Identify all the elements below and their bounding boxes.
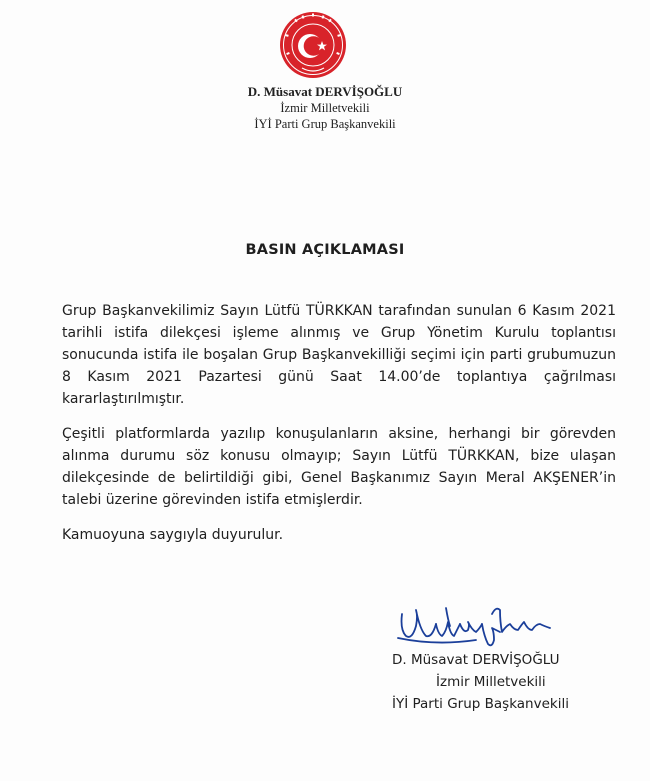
signature-position: İYİ Parti Grup Başkanvekili [392, 696, 569, 712]
header-name: D. Müsavat DERVİŞOĞLU [247, 84, 403, 99]
signature-name: D. Müsavat DERVİŞOĞLU [392, 652, 560, 668]
document-title: BASIN AÇIKLAMASI [245, 242, 405, 258]
parliament-seal-icon [278, 10, 348, 80]
letterhead [160, 84, 490, 132]
paragraph-3: Kamuoyuna saygıyla duyurulur. [62, 527, 284, 543]
paragraph-2: Çeşitli platformlarda yazılıp konuşulanların aksine, herhangi bir görevden alınma durumu söz konusu olmayıp; Sayın Lütfü TÜRKKAN, bize ulaşan dilekçesinde de belirtildiği gibi, Genel Başkanımız Sayın Meral AKŞENER’in talebi üzerine görevinden istifa etmişlerdir. [62, 426, 616, 508]
paragraph-1: Grup Başkanvekilimiz Sayın Lütfü TÜRKKAN tarafından sunulan 6 Kasım 2021 tarihli istifa dilekçesi işleme alınmış ve Grup Yönetim Kurulu toplantısı sonucunda istifa ile boşalan Grup Başkanvekilliği seçimi için parti grubumuzun 8 Kasım 2021 Pazartesi günü Saat 14.00’de toplantıya çağrılması kararlaştırılmıştır. [62, 303, 616, 407]
document-body [62, 300, 616, 559]
handwritten-signature-icon [396, 600, 554, 652]
signature-title: İzmir Milletvekili [436, 674, 546, 690]
header-position: İYİ Parti Grup Başkanvekili [254, 117, 396, 131]
header-title: İzmir Milletvekili [280, 101, 370, 115]
signature-block [392, 649, 592, 715]
